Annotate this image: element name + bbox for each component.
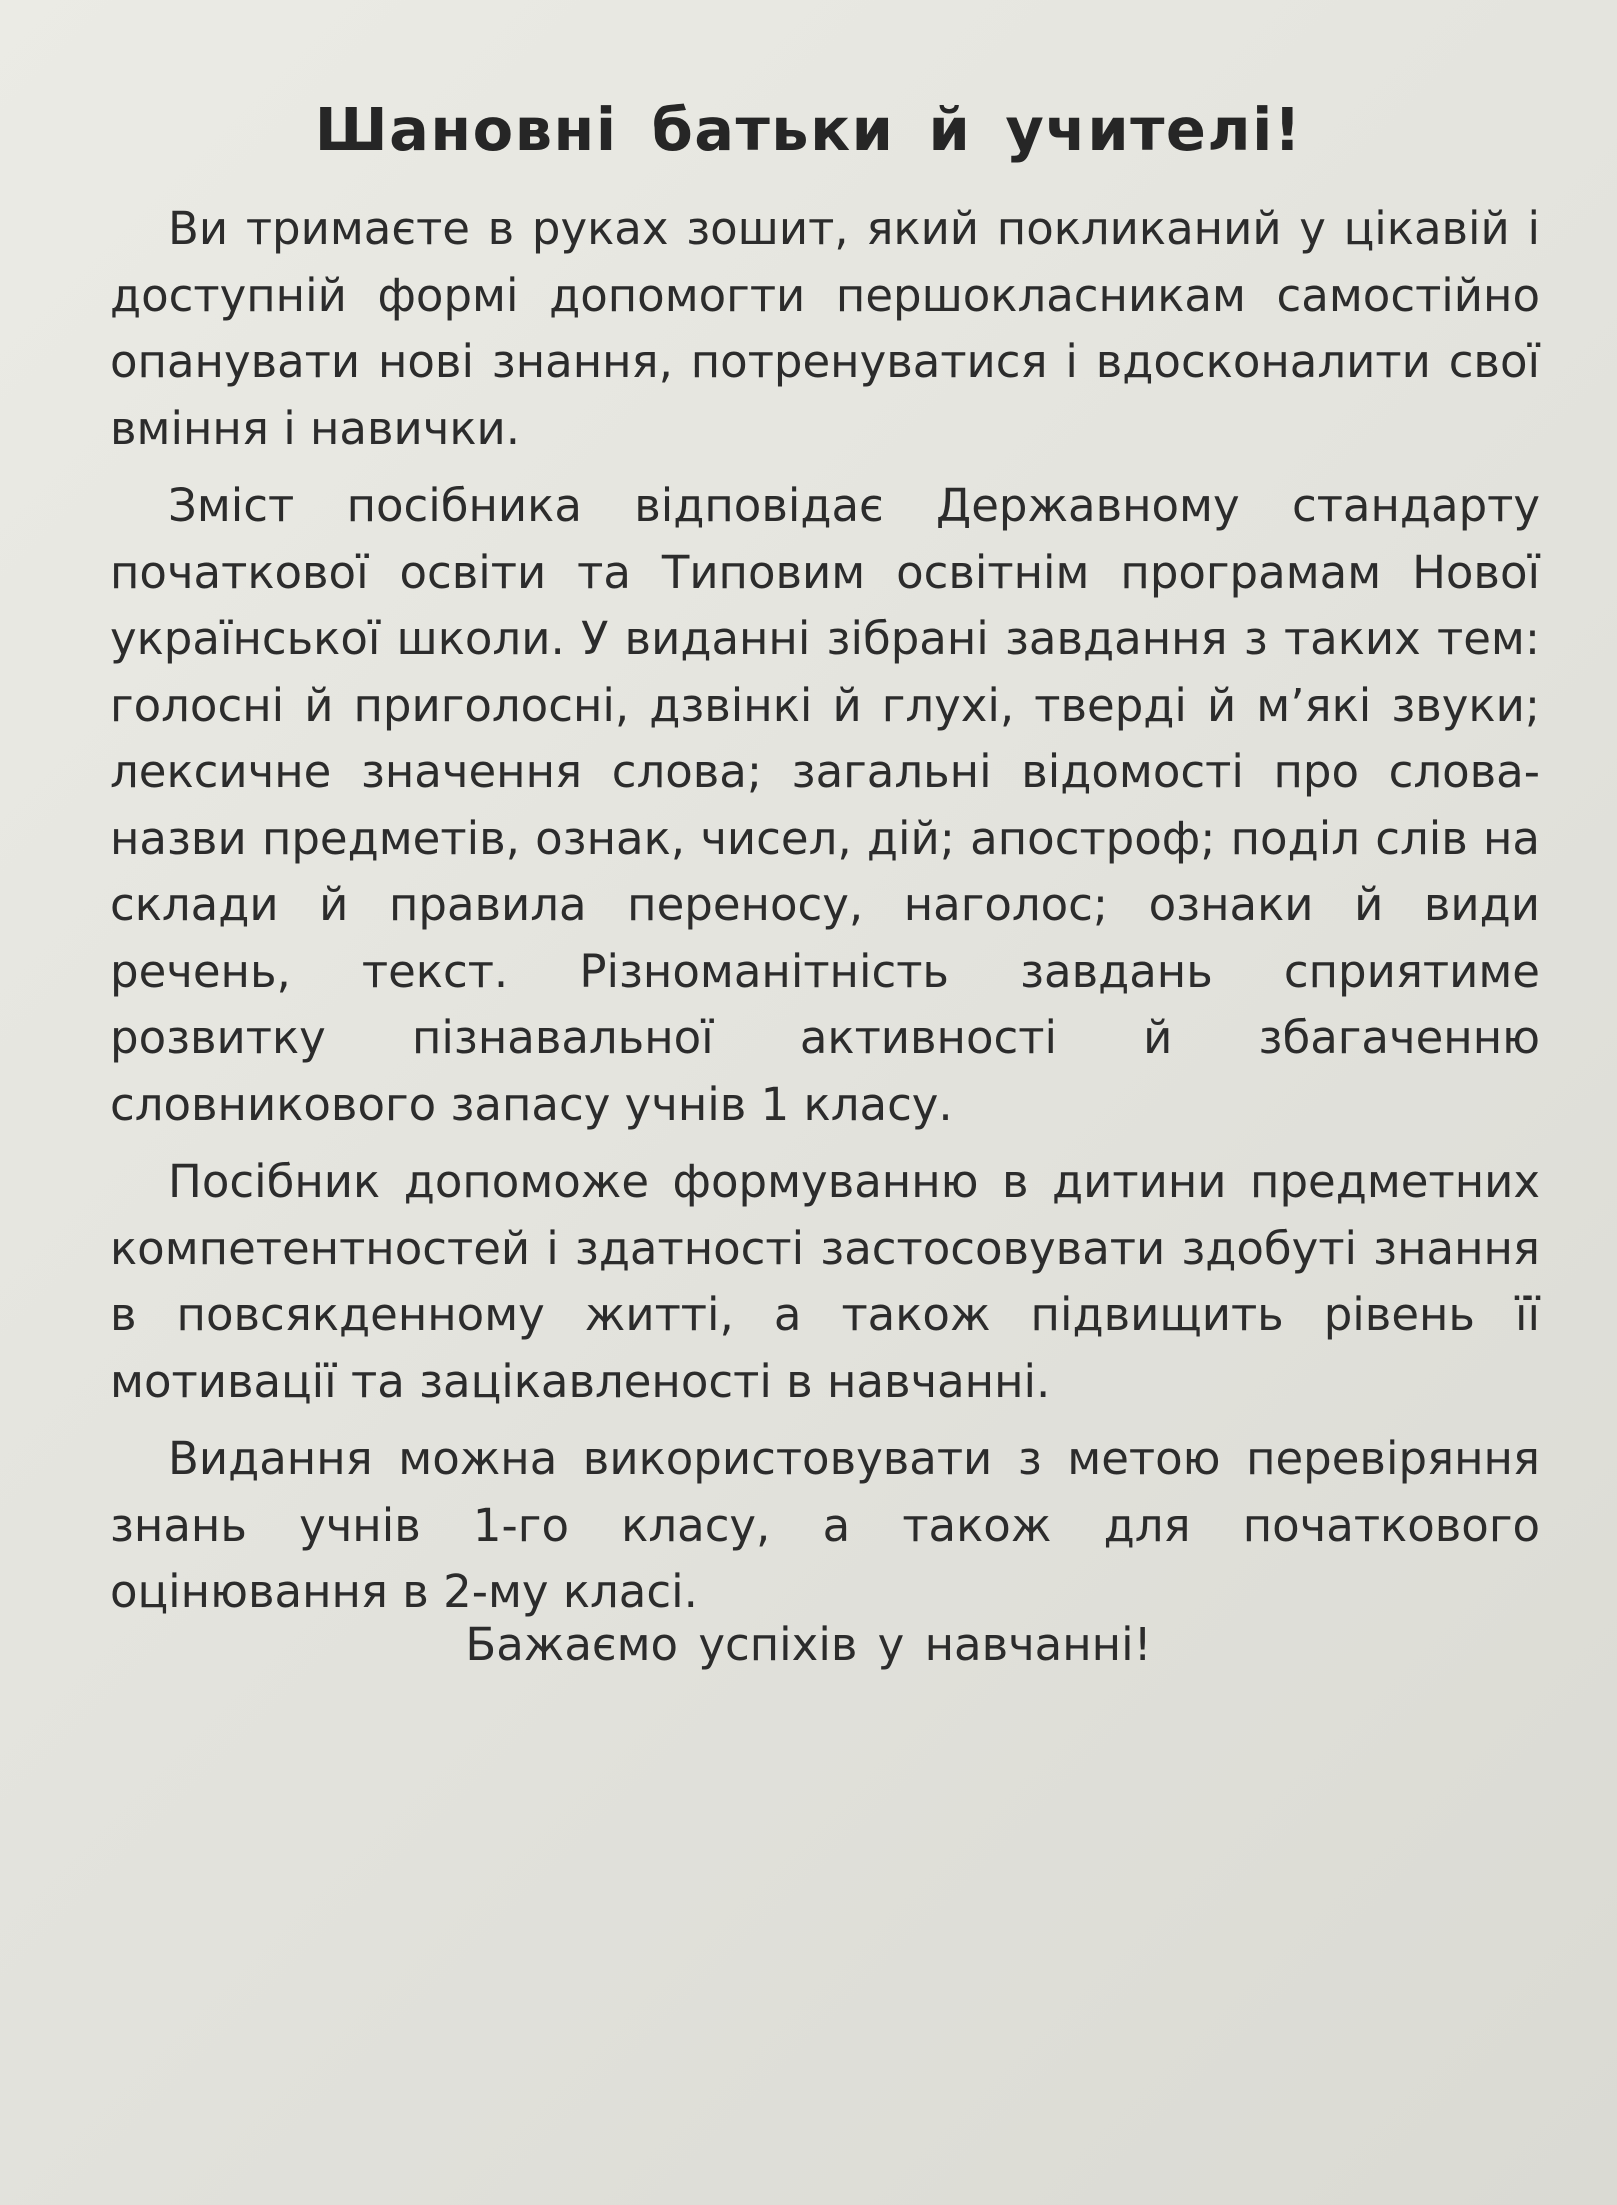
paragraph: Зміст посібника відповідає Державному стандарту початкової освіти та Типовим освітнім програмам Нової української школи. У виданні зібрані завдання з таких тем: голосні й приголосні, дзвінкі й глухі, тверді й м’які звуки; лексичне значення слова; загальні відомості про слова-назви предметів, ознак, чисел, дій; апостроф; поділ слів на склади й правила переносу, наголос; ознаки й види речень, текст. Різноманітність завдань сприятиме розвитку пізнавальної активності й збагаченню словникового запасу учнів 1 класу. — [110, 479, 1540, 1131]
body-text — [110, 196, 1540, 1637]
page-title: Шановні батьки й учителі! — [314, 95, 1303, 164]
closing-line: Бажаємо успіхів у навчанні! — [465, 1618, 1152, 1671]
paragraph: Посібник допоможе формуванню в дитини предметних компетентностей і здатності застосовувати здобуті знання в повсякденному житті, а також підвищить рівень її мотивації та зацікавленості в навчанні. — [110, 1155, 1540, 1408]
paragraph: Ви тримаєте в руках зошит, який покликаний у цікавій і доступній формі допомогти першокласникам самостійно опанувати нові знання, потренуватися і вдосконалити свої вміння і навички. — [110, 202, 1540, 455]
paragraph: Видання можна використовувати з метою перевіряння знань учнів 1-го класу, а також для початкового оцінювання в 2-му класі. — [110, 1432, 1540, 1618]
